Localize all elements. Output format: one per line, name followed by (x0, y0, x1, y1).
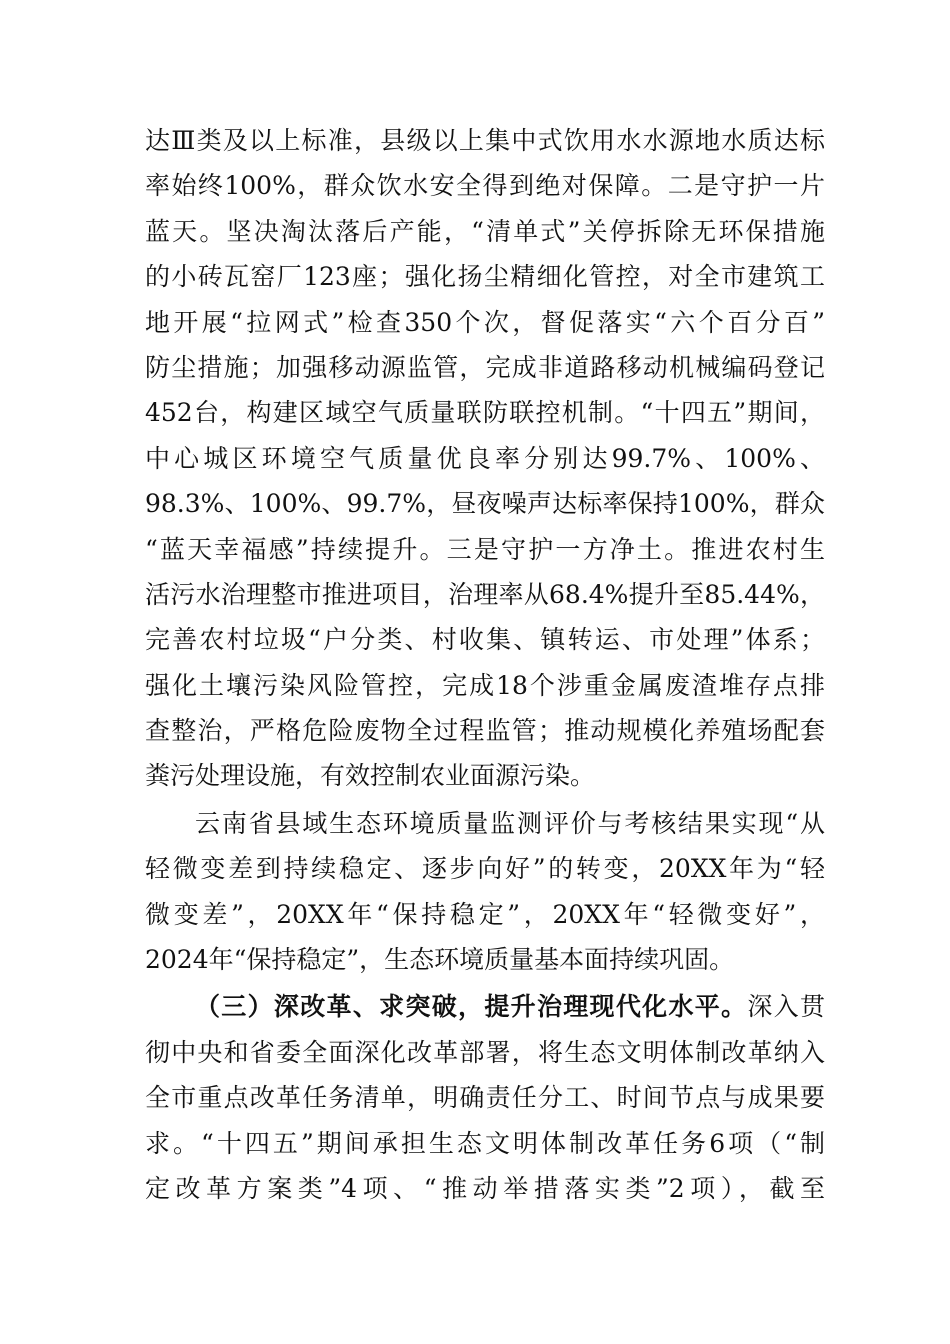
text-line: 求。“十四五”期间承担生态文明体制改革任务6项（“制 (145, 1128, 826, 1158)
text-line: 中心城区环境空气质量优良率分别达99.7%、100%、 (145, 443, 825, 473)
paragraph-1 (145, 118, 825, 799)
text-line: 98.3%、100%、99.7%，昼夜噪声达标率保持100%，群众 (145, 489, 825, 519)
document-body (145, 118, 825, 1211)
section-heading: （三）深改革、求突破，提升治理现代化水平。 (195, 992, 748, 1022)
text-line (145, 984, 825, 1029)
text-line: 452台，构建区域空气质量联防联控机制。“十四五”期间， (145, 398, 825, 428)
text-line: 定改革方案类”4项、“推动举措落实类”2项），截至 (145, 1173, 825, 1203)
text-line: 微变差”，20XX年“保持稳定”，20XX年“轻微变好”， (145, 899, 825, 929)
text-line: 达Ⅲ类及以上标准，县级以上集中式饮用水水源地水质达标 (145, 126, 825, 155)
text-line: 强化土壤污染风险管控，完成18个涉重金属废渣堆存点排 (145, 670, 825, 700)
text-line: 完善农村垃圾“户分类、村收集、镇转运、市处理”体系； (145, 625, 825, 655)
paragraph-2 (145, 801, 825, 983)
text-line: 地开展“拉网式”检查350个次，督促落实“六个百分百” (145, 307, 825, 337)
text-line: 粪污处理设施，有效控制农业面源污染。 (145, 761, 596, 791)
text-line: 2024年“保持稳定”，生态环境质量基本面持续巩固。 (145, 945, 735, 975)
text-line: 的小砖瓦窑厂123座；强化扬尘精细化管控，对全市建筑工 (145, 262, 825, 292)
text-line: 彻中央和省委全面深化改革部署，将生态文明体制改革纳入 (145, 1037, 825, 1067)
text-line: “蓝天幸福感”持续提升。三是守护一方净土。推进农村生 (145, 534, 825, 564)
text-line: 防尘措施；加强移动源监管，完成非道路移动机械编码登记 (145, 352, 825, 382)
text-line: 蓝天。坚决淘汰落后产能，“清单式”关停拆除无环保措施 (145, 216, 825, 246)
text-line: 全市重点改革任务清单，明确责任分工、时间节点与成果要 (145, 1083, 825, 1113)
text-line: 云南省县域生态环境质量监测评价与考核结果实现“从 (195, 808, 825, 838)
text-line: 活污水治理整市推进项目，治理率从68.4%提升至85.44%， (145, 579, 825, 609)
text-line: 率始终100%，群众饮水安全得到绝对保障。二是守护一片 (145, 171, 825, 201)
paragraph-3 (145, 984, 825, 1211)
text-line: 查整治，严格危险废物全过程监管；推动规模化养殖场配套 (145, 716, 825, 746)
heading-tail-text: 深入贯 (747, 992, 825, 1022)
text-line: 轻微变差到持续稳定、逐步向好”的转变，20XX年为“轻 (145, 854, 825, 884)
